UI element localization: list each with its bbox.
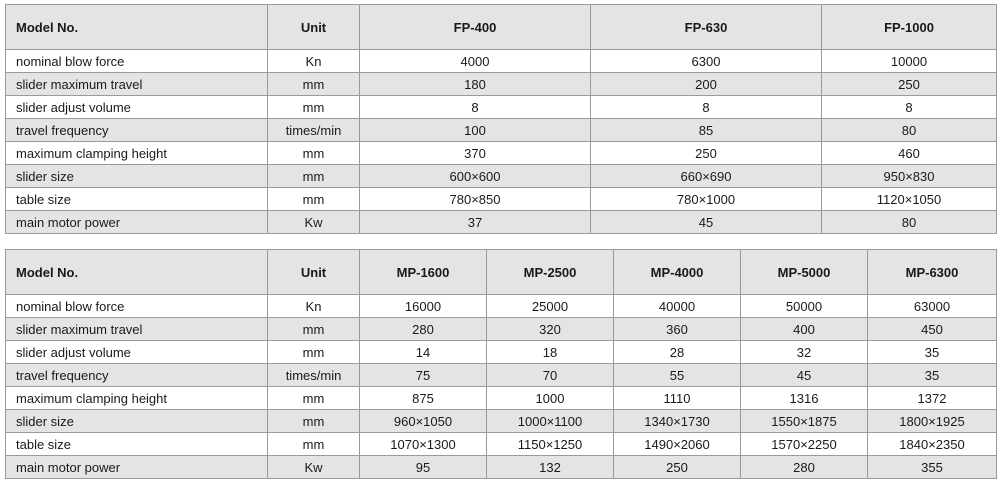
row-label: table size: [6, 433, 268, 456]
value-cell: 25000: [487, 295, 614, 318]
value-cell: 40000: [614, 295, 741, 318]
value-cell: 50000: [741, 295, 868, 318]
row-label: slider size: [6, 410, 268, 433]
row-label: nominal blow force: [6, 50, 268, 73]
table-row: [6, 295, 997, 318]
value-cell: 250: [822, 73, 997, 96]
value-cell: 55: [614, 364, 741, 387]
unit-cell: Kw: [268, 211, 360, 234]
value-cell: 1570×2250: [741, 433, 868, 456]
table-row: [6, 364, 997, 387]
row-label: main motor power: [6, 456, 268, 479]
value-cell: 250: [614, 456, 741, 479]
value-cell: 600×600: [360, 165, 591, 188]
unit-cell: mm: [268, 73, 360, 96]
value-cell: 1000×1100: [487, 410, 614, 433]
value-cell: 10000: [822, 50, 997, 73]
unit-cell: times/min: [268, 119, 360, 142]
value-cell: 8: [822, 96, 997, 119]
value-cell: 780×1000: [591, 188, 822, 211]
value-cell: 85: [591, 119, 822, 142]
value-cell: 80: [822, 211, 997, 234]
row-label: slider maximum travel: [6, 318, 268, 341]
unit-cell: mm: [268, 318, 360, 341]
value-cell: 200: [591, 73, 822, 96]
value-cell: 132: [487, 456, 614, 479]
value-cell: 660×690: [591, 165, 822, 188]
value-cell: 460: [822, 142, 997, 165]
column-header-mp-5000: MP-5000: [741, 250, 868, 295]
value-cell: 280: [360, 318, 487, 341]
unit-cell: Kw: [268, 456, 360, 479]
value-cell: 1800×1925: [868, 410, 997, 433]
value-cell: 18: [487, 341, 614, 364]
unit-cell: mm: [268, 433, 360, 456]
value-cell: 35: [868, 341, 997, 364]
table-row: [6, 318, 997, 341]
column-header-mp-6300: MP-6300: [868, 250, 997, 295]
value-cell: 1150×1250: [487, 433, 614, 456]
column-header-fp-400: FP-400: [360, 5, 591, 50]
value-cell: 8: [591, 96, 822, 119]
value-cell: 1000: [487, 387, 614, 410]
value-cell: 35: [868, 364, 997, 387]
table-row: [6, 387, 997, 410]
value-cell: 960×1050: [360, 410, 487, 433]
row-label: table size: [6, 188, 268, 211]
value-cell: 37: [360, 211, 591, 234]
value-cell: 400: [741, 318, 868, 341]
column-header-mp-1600: MP-1600: [360, 250, 487, 295]
value-cell: 360: [614, 318, 741, 341]
column-header-unit: Unit: [268, 5, 360, 50]
unit-cell: mm: [268, 341, 360, 364]
value-cell: 16000: [360, 295, 487, 318]
row-label: main motor power: [6, 211, 268, 234]
value-cell: 1070×1300: [360, 433, 487, 456]
row-label: travel frequency: [6, 364, 268, 387]
value-cell: 780×850: [360, 188, 591, 211]
table-row: [6, 341, 997, 364]
value-cell: 1110: [614, 387, 741, 410]
row-label: slider adjust volume: [6, 96, 268, 119]
fp-spec-table: [5, 4, 997, 234]
unit-cell: mm: [268, 188, 360, 211]
row-label: maximum clamping height: [6, 142, 268, 165]
table-row: [6, 165, 997, 188]
unit-cell: mm: [268, 410, 360, 433]
table-row: [6, 73, 997, 96]
table-row: [6, 50, 997, 73]
unit-cell: Kn: [268, 50, 360, 73]
value-cell: 250: [591, 142, 822, 165]
unit-cell: mm: [268, 387, 360, 410]
value-cell: 4000: [360, 50, 591, 73]
value-cell: 45: [591, 211, 822, 234]
row-label: slider size: [6, 165, 268, 188]
value-cell: 1490×2060: [614, 433, 741, 456]
value-cell: 450: [868, 318, 997, 341]
column-header-model: Model No.: [6, 250, 268, 295]
unit-cell: mm: [268, 142, 360, 165]
value-cell: 1372: [868, 387, 997, 410]
row-label: travel frequency: [6, 119, 268, 142]
value-cell: 370: [360, 142, 591, 165]
value-cell: 320: [487, 318, 614, 341]
table-row: [6, 211, 997, 234]
unit-cell: Kn: [268, 295, 360, 318]
value-cell: 14: [360, 341, 487, 364]
table-header-row: [6, 250, 997, 295]
value-cell: 6300: [591, 50, 822, 73]
value-cell: 8: [360, 96, 591, 119]
value-cell: 180: [360, 73, 591, 96]
unit-cell: mm: [268, 96, 360, 119]
value-cell: 1316: [741, 387, 868, 410]
value-cell: 280: [741, 456, 868, 479]
table-row: [6, 433, 997, 456]
column-header-fp-1000: FP-1000: [822, 5, 997, 50]
value-cell: 75: [360, 364, 487, 387]
column-header-unit: Unit: [268, 250, 360, 295]
value-cell: 28: [614, 341, 741, 364]
column-header-model: Model No.: [6, 5, 268, 50]
row-label: maximum clamping height: [6, 387, 268, 410]
value-cell: 95: [360, 456, 487, 479]
mp-spec-table: [5, 249, 997, 479]
table-row: [6, 456, 997, 479]
value-cell: 875: [360, 387, 487, 410]
table-row: [6, 142, 997, 165]
table-row: [6, 119, 997, 142]
value-cell: 1120×1050: [822, 188, 997, 211]
row-label: nominal blow force: [6, 295, 268, 318]
row-label: slider maximum travel: [6, 73, 268, 96]
value-cell: 70: [487, 364, 614, 387]
value-cell: 32: [741, 341, 868, 364]
value-cell: 1550×1875: [741, 410, 868, 433]
value-cell: 1840×2350: [868, 433, 997, 456]
row-label: slider adjust volume: [6, 341, 268, 364]
unit-cell: times/min: [268, 364, 360, 387]
value-cell: 1340×1730: [614, 410, 741, 433]
value-cell: 45: [741, 364, 868, 387]
table-row: [6, 410, 997, 433]
column-header-mp-4000: MP-4000: [614, 250, 741, 295]
column-header-mp-2500: MP-2500: [487, 250, 614, 295]
value-cell: 950×830: [822, 165, 997, 188]
value-cell: 63000: [868, 295, 997, 318]
value-cell: 80: [822, 119, 997, 142]
table-row: [6, 96, 997, 119]
column-header-fp-630: FP-630: [591, 5, 822, 50]
table-header-row: [6, 5, 997, 50]
unit-cell: mm: [268, 165, 360, 188]
value-cell: 355: [868, 456, 997, 479]
value-cell: 100: [360, 119, 591, 142]
table-row: [6, 188, 997, 211]
